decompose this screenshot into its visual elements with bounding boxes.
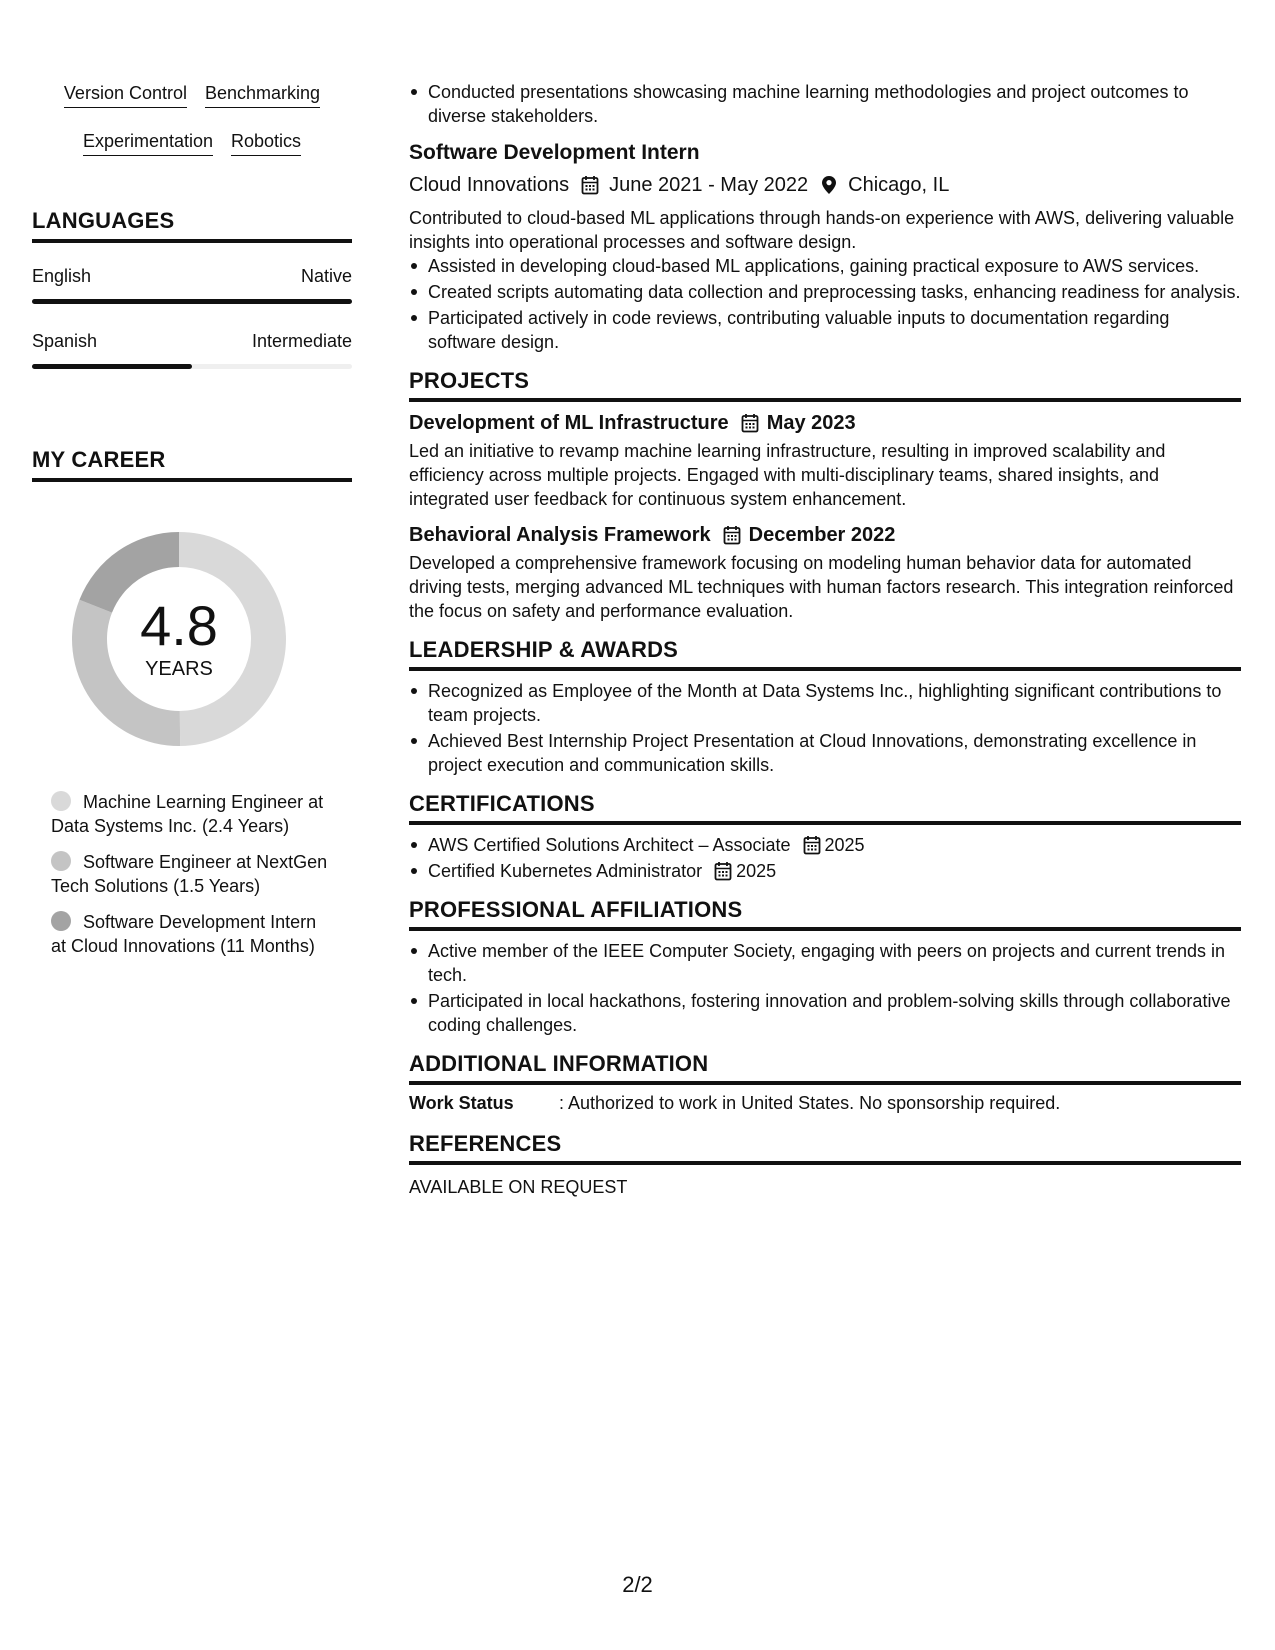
language-item xyxy=(32,265,352,304)
certifications-list xyxy=(409,833,1241,883)
previous-job-bullets xyxy=(409,80,1241,128)
legend-label: Machine Learning Engineer at Data Systems Inc. (2.4 Years) xyxy=(51,792,324,836)
project-description: Developed a comprehensive framework focusing on modeling human behavior data for automated driving tests, merging advanced ML techniques with human factors research. This integration reinforced the focus on safety and performance evaluation. xyxy=(409,553,1234,621)
bullet-item: Participated actively in code reviews, contributing valuable inputs to documentation regarding software design. xyxy=(409,306,1241,354)
project-entry xyxy=(409,410,1241,511)
legend-item xyxy=(51,790,331,838)
certification-year: 2025 xyxy=(824,835,865,855)
legend-item xyxy=(51,850,331,898)
certification-year: 2025 xyxy=(736,861,777,881)
bullet-item: Achieved Best Internship Project Presentation at Cloud Innovations, demonstrating excellence in project execution and communication skills. xyxy=(409,729,1241,777)
location-pin-icon xyxy=(820,175,838,195)
job-title: Software Development Intern xyxy=(409,141,700,164)
job-meta xyxy=(409,172,1241,198)
bullet-item: Created scripts automating data collection and preprocessing tasks, enhancing readiness for analysis. xyxy=(409,280,1241,304)
certification-name: AWS Certified Solutions Architect – Associate xyxy=(428,835,791,855)
project-title-row xyxy=(409,410,1241,436)
certification-item xyxy=(409,859,1241,883)
career-section xyxy=(32,447,352,958)
language-name: English xyxy=(32,266,92,286)
references-text: AVAILABLE ON REQUEST xyxy=(409,1177,628,1197)
work-status-label: Work Status xyxy=(409,1093,514,1113)
languages-section xyxy=(32,208,352,369)
project-entry xyxy=(409,522,1241,623)
calendar-icon xyxy=(723,525,741,545)
certifications-heading: CERTIFICATIONS xyxy=(409,791,1241,825)
language-level: Intermediate xyxy=(251,331,352,351)
job-company: Cloud Innovations xyxy=(409,174,570,196)
certifications-section xyxy=(409,791,1241,883)
language-proficiency-bar xyxy=(32,299,352,304)
job-location: Chicago, IL xyxy=(848,174,950,196)
bullet-item: Recognized as Employee of the Month at Data Systems Inc., highlighting significant contributions to team projects. xyxy=(409,679,1241,727)
legend-label: Software Development Intern at Cloud Innovations (11 Months) xyxy=(51,912,317,956)
language-item xyxy=(32,330,352,369)
career-total-years: 4.8 xyxy=(140,594,218,657)
legend-item xyxy=(51,910,331,958)
work-status-row xyxy=(409,1091,1241,1115)
legend-label: Software Engineer at NextGen Tech Solutions (1.5 Years) xyxy=(51,852,328,896)
legend-swatch xyxy=(51,791,71,811)
leadership-heading: LEADERSHIP & AWARDS xyxy=(409,637,1241,671)
calendar-icon xyxy=(581,175,599,195)
skills-tags xyxy=(32,82,352,156)
project-title: Behavioral Analysis Framework xyxy=(409,524,711,546)
skill-tag: Version Control xyxy=(64,82,187,108)
affiliations-list xyxy=(409,939,1241,1037)
job-dates: June 2021 - May 2022 xyxy=(609,174,809,196)
language-name: Spanish xyxy=(32,331,98,351)
project-description: Led an initiative to revamp machine learning infrastructure, resulting in improved scalability and efficiency across multiple projects. Engaged with multi-disciplinary teams, shared insights, and integrated user feedback for continuous system enhancement. xyxy=(409,441,1166,509)
project-date: December 2022 xyxy=(748,524,896,546)
job-summary: Contributed to cloud-based ML applications through hands-on experience with AWS, delivering valuable insights into operational processes and software design. xyxy=(409,208,1235,252)
left-column xyxy=(32,82,352,970)
career-donut-chart xyxy=(66,526,292,752)
leadership-section xyxy=(409,637,1241,777)
project-title-row xyxy=(409,522,1241,548)
language-proficiency-bar xyxy=(32,364,352,369)
language-level: Native xyxy=(300,266,352,286)
right-column xyxy=(409,80,1241,1199)
projects-heading: PROJECTS xyxy=(409,368,1241,402)
calendar-icon xyxy=(741,413,759,433)
work-status-value: : Authorized to work in United States. No sponsorship required. xyxy=(559,1093,1061,1113)
certification-name: Certified Kubernetes Administrator xyxy=(428,861,703,881)
additional-info-heading: ADDITIONAL INFORMATION xyxy=(409,1051,1241,1085)
project-title: Development of ML Infrastructure xyxy=(409,412,729,434)
references-heading: REFERENCES xyxy=(409,1131,1241,1165)
language-proficiency-fill xyxy=(32,364,192,369)
legend-swatch xyxy=(51,851,71,871)
page-number: 2/2 xyxy=(622,1572,653,1597)
skill-tag: Experimentation xyxy=(83,130,213,156)
skill-tag: Benchmarking xyxy=(205,82,320,108)
additional-info-section xyxy=(409,1051,1241,1115)
bullet-item: Conducted presentations showcasing machine learning methodologies and project outcomes to diverse stakeholders. xyxy=(409,80,1241,128)
bullet-item: Participated in local hackathons, fostering innovation and problem-solving skills through collaborative coding challenges. xyxy=(409,989,1241,1037)
career-heading: MY CAREER xyxy=(32,447,352,482)
skill-tag: Robotics xyxy=(231,130,301,156)
project-date: May 2023 xyxy=(766,412,856,434)
language-proficiency-fill xyxy=(32,299,352,304)
leadership-list xyxy=(409,679,1241,777)
calendar-icon xyxy=(803,835,821,855)
affiliations-heading: PROFESSIONAL AFFILIATIONS xyxy=(409,897,1241,931)
bullet-item: Active member of the IEEE Computer Society, engaging with peers on projects and current trends in tech. xyxy=(409,939,1241,987)
certification-item xyxy=(409,833,1241,857)
references-section xyxy=(409,1131,1241,1199)
experience-entry xyxy=(409,140,1241,354)
projects-section xyxy=(409,368,1241,623)
career-unit: YEARS xyxy=(145,658,213,680)
languages-heading: LANGUAGES xyxy=(32,208,352,243)
career-legend xyxy=(51,790,331,958)
legend-swatch xyxy=(51,911,71,931)
calendar-icon xyxy=(714,861,732,881)
affiliations-section xyxy=(409,897,1241,1037)
bullet-item: Assisted in developing cloud-based ML applications, gaining practical exposure to AWS services. xyxy=(409,254,1241,278)
job-bullets xyxy=(409,254,1241,354)
